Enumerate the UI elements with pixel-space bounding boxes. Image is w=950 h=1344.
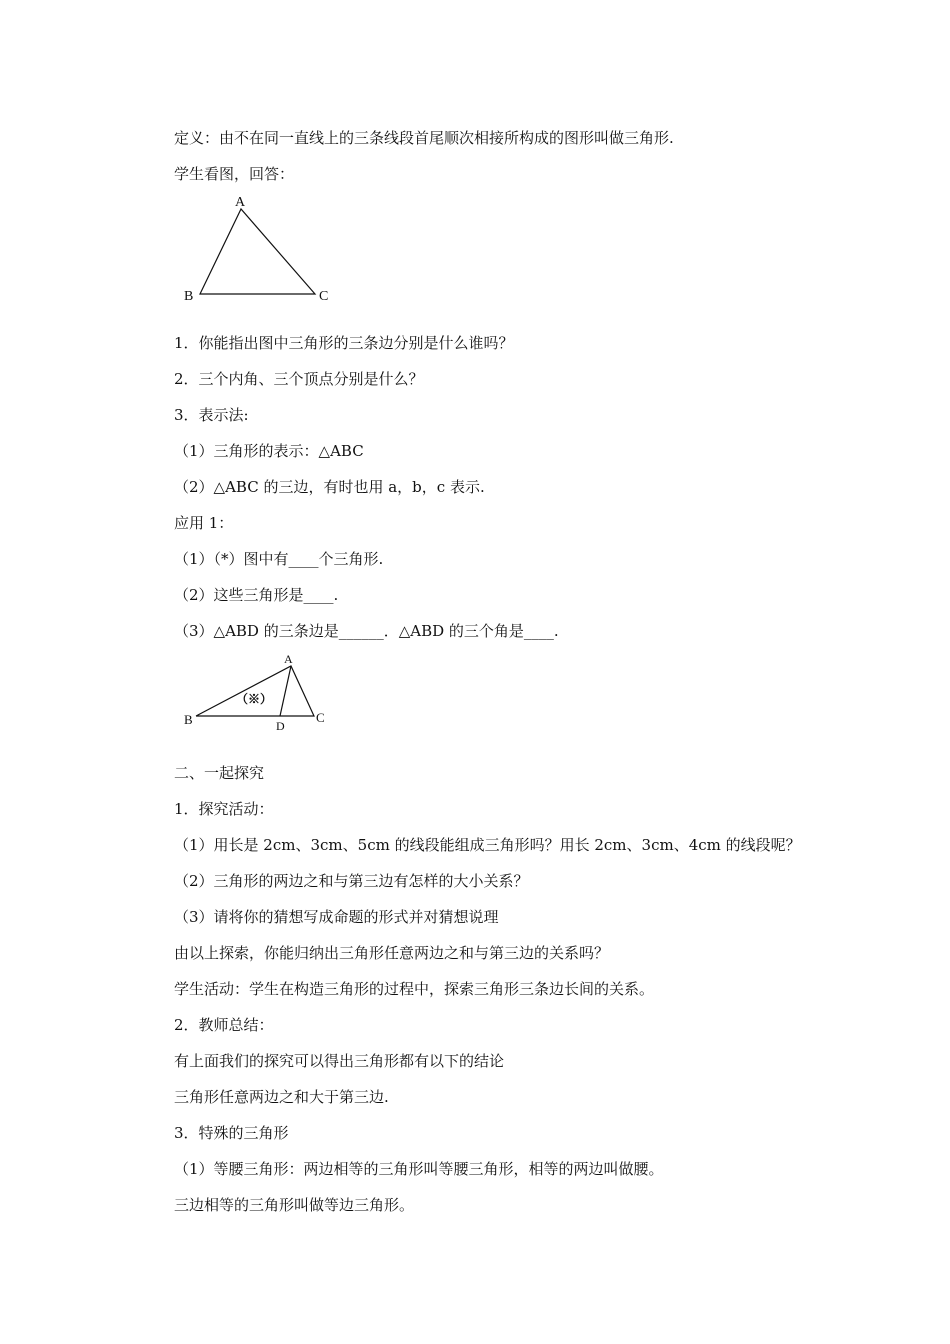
instruction-text: 学生看图，回答： <box>174 165 295 183</box>
vertex-label-b: B <box>184 712 193 727</box>
triangle-abc-outline <box>196 666 314 716</box>
application-item-3: （3）△ABD 的三条边是______．△ABD 的三个角是____. <box>174 622 559 640</box>
activity-heading: 1．探究活动： <box>174 800 274 818</box>
teacher-summary-heading: 2．教师总结： <box>174 1016 274 1034</box>
vertex-label-a: A <box>235 195 246 210</box>
definition-text: 定义：由不在同一直线上的三条线段首尾顺次相接所构成的图形叫做三角形. <box>174 129 674 147</box>
isosceles-definition: （1）等腰三角形：两边相等的三角形叫等腰三角形，相等的两边叫做腰。 <box>174 1160 664 1178</box>
student-activity: 学生活动：学生在构造三角形的过程中，探索三角形三条边长间的关系。 <box>174 980 655 998</box>
triangle-abc-shape <box>200 209 315 294</box>
activity-item-1: （1）用长是 2cm、3cm、5cm 的线段能组成三角形吗？用长 2cm、3cm、4cm 的线段呢？ <box>174 836 801 854</box>
question-3-heading: 3．表示法: <box>174 406 249 424</box>
question-2: 2．三个内角、三个顶点分别是什么？ <box>174 370 424 388</box>
vertex-label-c: C <box>316 710 325 725</box>
notation-item-2: （2）△ABC 的三边，有时也用 a，b，c 表示. <box>174 478 485 496</box>
special-triangles-heading: 3．特殊的三角形 <box>174 1124 289 1142</box>
section-2-heading: 二、一起探究 <box>174 764 265 782</box>
triangle-abc-figure <box>178 192 338 312</box>
question-1: 1．你能指出图中三角形的三条边分别是什么谁吗？ <box>174 334 514 352</box>
notation-item-1: （1）三角形的表示：△ABC <box>174 442 364 460</box>
vertex-label-d: D <box>276 719 285 733</box>
triangle-abd-svg <box>178 650 338 736</box>
activity-item-2: （2）三角形的两边之和与第三边有怎样的大小关系？ <box>174 872 529 890</box>
vertex-label-a: A <box>284 652 293 666</box>
application-heading: 应用 1： <box>174 514 234 532</box>
vertex-label-b: B <box>184 289 194 304</box>
triangle-abd-figure <box>178 650 338 740</box>
summary-intro: 有上面我们的探究可以得出三角形都有以下的结论 <box>174 1052 505 1070</box>
summary-conclusion: 三角形任意两边之和大于第三边. <box>174 1088 389 1106</box>
triangle-abc-svg <box>178 192 338 308</box>
vertex-label-c: C <box>319 289 329 304</box>
figure-mark-label: （※） <box>236 692 273 706</box>
segment-ad <box>280 666 291 716</box>
application-item-1: （1）（*）图中有____个三角形. <box>174 550 384 568</box>
equilateral-definition: 三边相等的三角形叫做等边三角形。 <box>174 1196 415 1214</box>
application-item-2: （2）这些三角形是____. <box>174 586 339 604</box>
activity-item-3: （3）请将你的猜想写成命题的形式并对猜想说理 <box>174 908 499 926</box>
induction-question: 由以上探索，你能归纳出三角形任意两边之和与第三边的关系吗？ <box>174 944 610 962</box>
